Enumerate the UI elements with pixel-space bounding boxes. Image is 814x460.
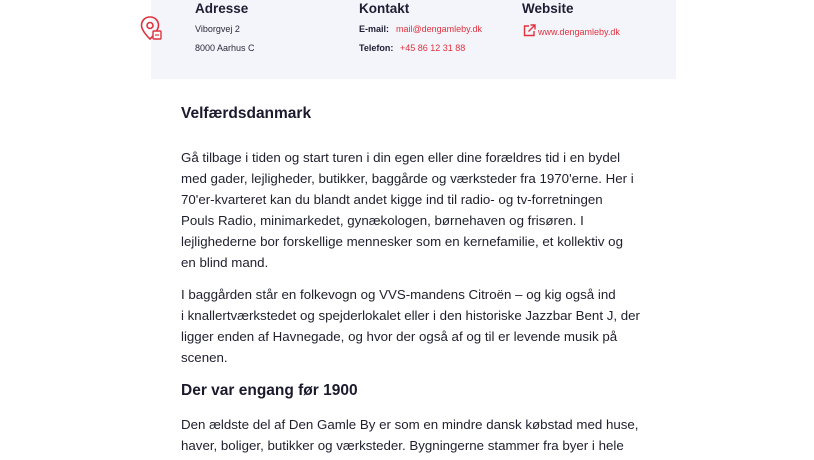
paragraph-line: lejlighederne bor forskellige mennesker som en kernefamilie, et kollektiv og — [181, 234, 623, 249]
email-link[interactable]: mail@dengamleby.dk — [396, 24, 483, 34]
paragraph-line: Gå tilbage i tiden og start turen i din egen eller dine forældres tid i en bydel — [181, 150, 621, 165]
website-heading: Website — [522, 1, 574, 16]
phone-link[interactable]: +45 86 12 31 88 — [400, 43, 466, 53]
contact-heading: Kontakt — [359, 1, 410, 16]
external-link-icon — [523, 24, 536, 37]
paragraph-line: 70'er-kvarteret kan du blandt andet kigge ind til radio- og tv-forretningen — [181, 192, 603, 207]
paragraph-line: i knallertværkstedet og spejderlokalet eller i den historiske Jazzbar Bent J, der — [181, 308, 640, 323]
address-city: 8000 Aarhus C — [195, 43, 255, 53]
paragraph-line: Pouls Radio, minimarkedet, gynækologen, børnehaven og frisøren. I — [181, 213, 584, 228]
address-street: Viborgvej 2 — [195, 24, 240, 34]
phone-label: Telefon: — [359, 43, 394, 53]
section-heading-velfaerdsdanmark: Velfærdsdanmark — [181, 105, 312, 122]
paragraph-line: en blind mand. — [181, 255, 269, 270]
paragraph-2 — [181, 284, 651, 368]
email-label: E-mail: — [359, 24, 390, 34]
paragraph-line: scenen. — [181, 350, 228, 365]
paragraph-line: I baggården står en folkevogn og VVS-mandens Citroën – og kig også ind — [181, 287, 616, 302]
address-heading: Adresse — [195, 1, 249, 16]
location-pin-icon — [140, 16, 164, 42]
paragraph-1 — [181, 147, 651, 273]
section-heading-foer-1900: Der var engang før 1900 — [181, 382, 358, 399]
website-link[interactable]: www.dengamleby.dk — [538, 27, 620, 37]
article-content — [181, 105, 651, 456]
paragraph-line: haver, boliger, butikker og værksteder. Bygningerne stammer fra byer i hele — [181, 438, 624, 453]
paragraph-line: ligger enden af Havnegade, og hvor der også af og til er levende musik på — [181, 329, 618, 344]
paragraph-3 — [181, 414, 651, 456]
paragraph-line: Den ældste del af Den Gamle By er som en mindre dansk købstad med huse, — [181, 417, 639, 432]
paragraph-line: med gader, lejligheder, butikker, baggårde og værksteder fra 1970'erne. Her i — [181, 171, 634, 186]
